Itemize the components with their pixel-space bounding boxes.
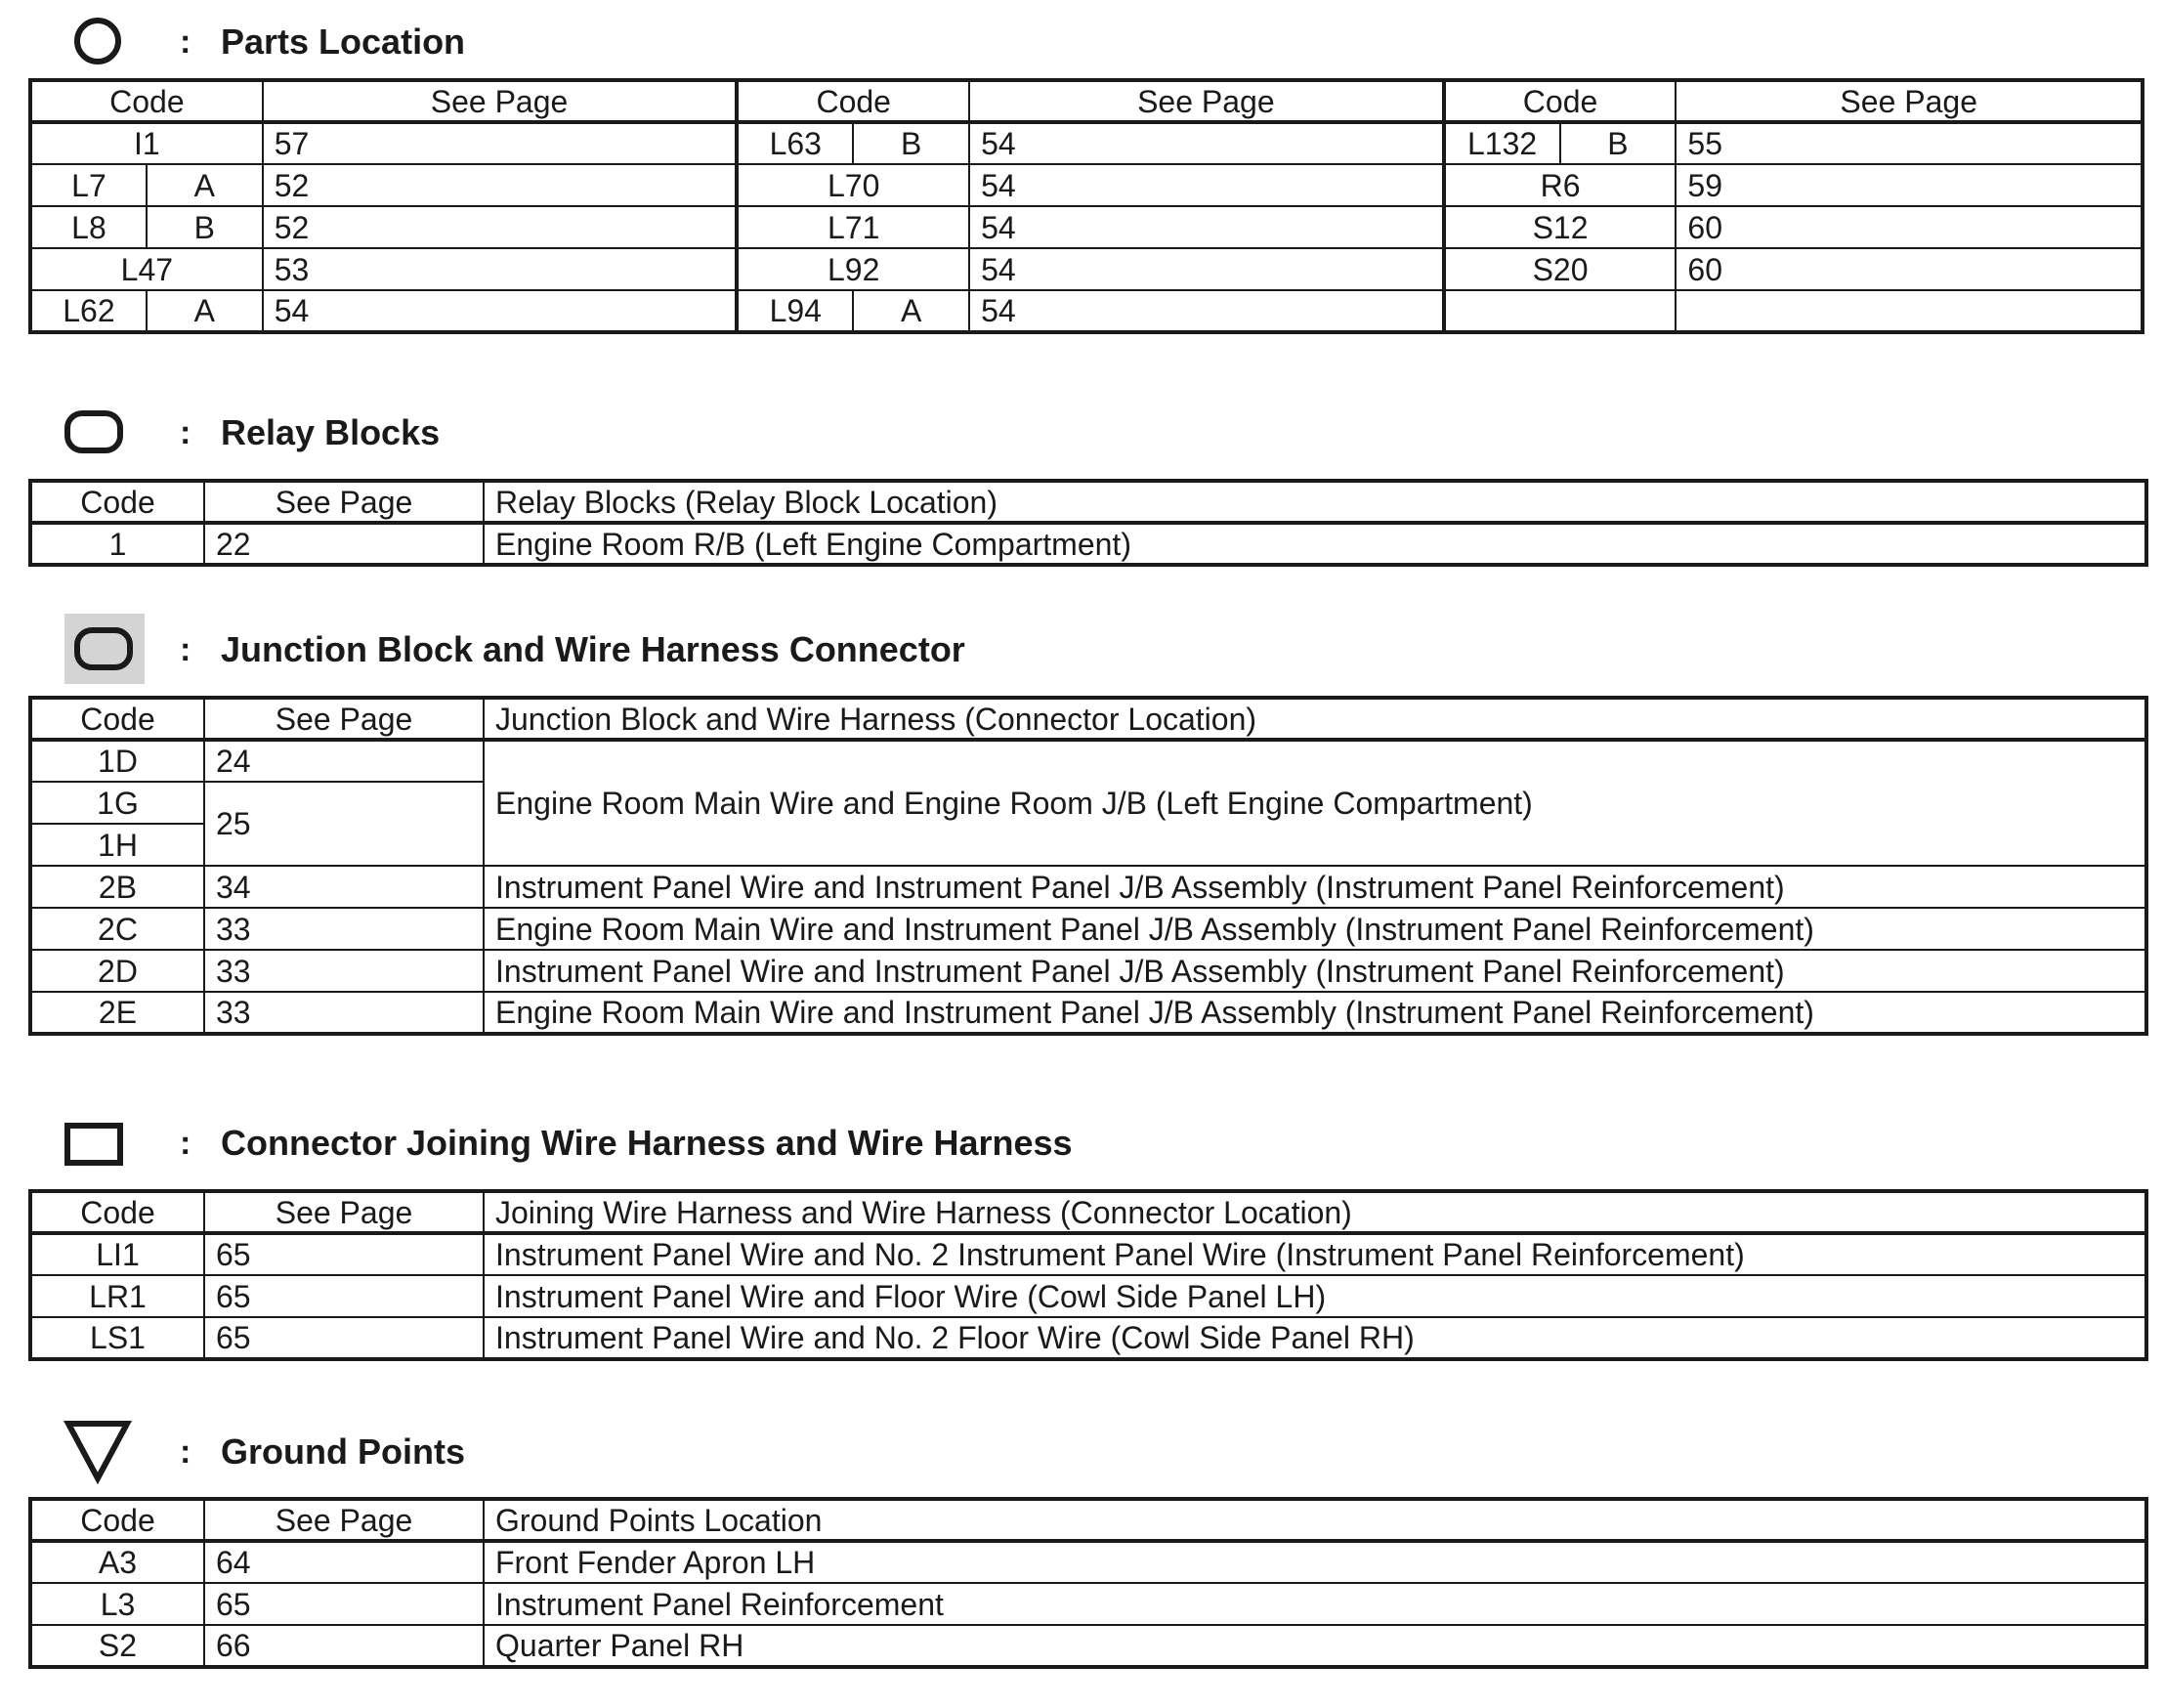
page-cell: 55 (1676, 122, 2143, 164)
description-cell: Engine Room Main Wire and Instrument Panel J/B Assembly (Instrument Panel Reinforcement) (484, 992, 2146, 1034)
description-cell: Quarter Panel RH (484, 1625, 2146, 1667)
square-icon (64, 1123, 123, 1166)
page-cell: 34 (204, 866, 484, 908)
code-sub-cell: A (147, 290, 263, 332)
page-cell: 65 (204, 1583, 484, 1625)
description-cell: Front Fender Apron LH (484, 1541, 2146, 1583)
code-sub-cell: B (147, 206, 263, 248)
page-cell: 64 (204, 1541, 484, 1583)
code-cell: 1D (30, 740, 204, 782)
table-header-row (30, 1191, 2146, 1233)
code-cell: 1 (30, 523, 204, 565)
code-cell: L7 (30, 164, 147, 206)
description-cell: Instrument Panel Wire and Floor Wire (Cowl Side Panel LH) (484, 1275, 2146, 1317)
description-cell: Engine Room Main Wire and Instrument Panel J/B Assembly (Instrument Panel Reinforcement) (484, 908, 2146, 950)
code-cell: L94 (737, 290, 853, 332)
table-row (30, 290, 2143, 332)
header-description: Relay Blocks (Relay Block Location) (484, 481, 2146, 523)
code-cell: L132 (1444, 122, 1560, 164)
page-cell: 52 (263, 164, 738, 206)
section-title: Parts Location (221, 21, 466, 62)
header-code: Code (30, 481, 204, 523)
code-sub-cell: A (853, 290, 969, 332)
code-cell: L8 (30, 206, 147, 248)
relay-blocks-heading (0, 391, 2165, 469)
table-row (30, 523, 2146, 565)
header-see-page: See Page (263, 80, 738, 122)
heading-colon: : (180, 414, 191, 451)
section-title: Junction Block and Wire Harness Connector (221, 629, 965, 669)
code-cell: S12 (1444, 206, 1677, 248)
rounded-rect-icon (74, 627, 133, 670)
page-cell: 54 (969, 248, 1444, 290)
header-see-page: See Page (969, 80, 1444, 122)
rounded-rect-icon (64, 410, 123, 453)
header-description: Ground Points Location (484, 1499, 2146, 1541)
joining-connector-table (28, 1189, 2148, 1361)
code-cell: S2 (30, 1625, 204, 1667)
table-row (30, 248, 2143, 290)
table-row (30, 164, 2143, 206)
description-cell: Engine Room Main Wire and Engine Room J/B (Left Engine Compartment) (484, 740, 2146, 866)
header-code: Code (30, 1191, 204, 1233)
code-cell: 2D (30, 950, 204, 992)
heading-colon: : (180, 1433, 191, 1471)
table-row (30, 1625, 2146, 1667)
table-row (30, 1317, 2146, 1359)
page-cell: 25 (204, 782, 484, 866)
code-cell: L92 (737, 248, 969, 290)
table-row (30, 866, 2146, 908)
header-see-page: See Page (204, 1191, 484, 1233)
code-cell: 1G (30, 782, 204, 824)
section-title: Ground Points (221, 1431, 465, 1472)
page-cell: 60 (1676, 206, 2143, 248)
code-cell: L62 (30, 290, 147, 332)
code-sub-cell: B (1560, 122, 1677, 164)
page-cell: 57 (263, 122, 738, 164)
page-cell: 54 (969, 206, 1444, 248)
table-row (30, 740, 2146, 782)
parts-location-table (28, 78, 2144, 334)
table-header-row (30, 1499, 2146, 1541)
table-header-row (30, 80, 2143, 122)
header-code: Code (30, 1499, 204, 1541)
page-cell: 59 (1676, 164, 2143, 206)
code-cell: L70 (737, 164, 969, 206)
header-description: Junction Block and Wire Harness (Connector Location) (484, 698, 2146, 740)
table-row (30, 992, 2146, 1034)
header-see-page: See Page (204, 698, 484, 740)
page-cell: 54 (969, 290, 1444, 332)
table-row (30, 122, 2143, 164)
header-see-page: See Page (1676, 80, 2143, 122)
code-cell: S20 (1444, 248, 1677, 290)
page-cell: 53 (263, 248, 738, 290)
code-cell: L63 (737, 122, 853, 164)
table-row (30, 950, 2146, 992)
page-cell: 22 (204, 523, 484, 565)
code-cell: LS1 (30, 1317, 204, 1359)
page-cell: 60 (1676, 248, 2143, 290)
description-cell: Instrument Panel Reinforcement (484, 1583, 2146, 1625)
code-cell: 2C (30, 908, 204, 950)
page-cell: 54 (263, 290, 738, 332)
ground-points-heading (0, 1410, 2165, 1488)
header-see-page: See Page (204, 1499, 484, 1541)
junction-block-heading (0, 608, 2165, 686)
page-cell: 24 (204, 740, 484, 782)
page-cell: 33 (204, 992, 484, 1034)
code-cell: L3 (30, 1583, 204, 1625)
description-cell: Instrument Panel Wire and Instrument Panel J/B Assembly (Instrument Panel Reinforcement) (484, 950, 2146, 992)
description-cell: Instrument Panel Wire and No. 2 Instrument Panel Wire (Instrument Panel Reinforcement) (484, 1233, 2146, 1275)
page-cell: 33 (204, 950, 484, 992)
table-row (30, 1233, 2146, 1275)
header-see-page: See Page (204, 481, 484, 523)
page-cell: 54 (969, 164, 1444, 206)
code-cell: LI1 (30, 1233, 204, 1275)
code-cell: I1 (30, 122, 263, 164)
code-cell: 2B (30, 866, 204, 908)
relay-blocks-table (28, 479, 2148, 567)
code-cell: 1H (30, 824, 204, 866)
description-cell: Engine Room R/B (Left Engine Compartment) (484, 523, 2146, 565)
page-cell: 65 (204, 1275, 484, 1317)
description-cell: Instrument Panel Wire and No. 2 Floor Wire (Cowl Side Panel RH) (484, 1317, 2146, 1359)
heading-colon: : (180, 1125, 191, 1162)
header-code: Code (30, 80, 263, 122)
page-cell: 33 (204, 908, 484, 950)
code-cell: L71 (737, 206, 969, 248)
table-row (30, 1275, 2146, 1317)
section-title: Relay Blocks (221, 412, 441, 452)
code-cell: R6 (1444, 164, 1677, 206)
page-cell: 54 (969, 122, 1444, 164)
code-sub-cell: A (147, 164, 263, 206)
down-triangle-icon (63, 1418, 133, 1484)
table-row (30, 1541, 2146, 1583)
page-cell (1676, 290, 2143, 332)
heading-colon: : (180, 23, 191, 61)
heading-colon: : (180, 631, 191, 668)
code-cell: 2E (30, 992, 204, 1034)
junction-block-table (28, 696, 2148, 1036)
table-header-row (30, 698, 2146, 740)
table-row (30, 1583, 2146, 1625)
page-cell: 65 (204, 1317, 484, 1359)
code-cell: L47 (30, 248, 263, 290)
parts-location-heading (0, 0, 2165, 78)
table-row (30, 206, 2143, 248)
code-cell (1444, 290, 1677, 332)
joining-connector-heading (0, 1101, 2165, 1179)
header-code: Code (1444, 80, 1677, 122)
ground-points-table (28, 1497, 2148, 1669)
code-sub-cell: B (853, 122, 969, 164)
description-cell: Instrument Panel Wire and Instrument Panel J/B Assembly (Instrument Panel Reinforcement) (484, 866, 2146, 908)
table-row (30, 908, 2146, 950)
page-cell: 66 (204, 1625, 484, 1667)
code-cell: A3 (30, 1541, 204, 1583)
header-code: Code (30, 698, 204, 740)
table-header-row (30, 481, 2146, 523)
circle-icon (74, 18, 121, 64)
page-cell: 65 (204, 1233, 484, 1275)
header-code: Code (737, 80, 969, 122)
page-cell: 52 (263, 206, 738, 248)
header-description: Joining Wire Harness and Wire Harness (Connector Location) (484, 1191, 2146, 1233)
code-cell: LR1 (30, 1275, 204, 1317)
section-title: Connector Joining Wire Harness and Wire Harness (221, 1123, 1073, 1163)
